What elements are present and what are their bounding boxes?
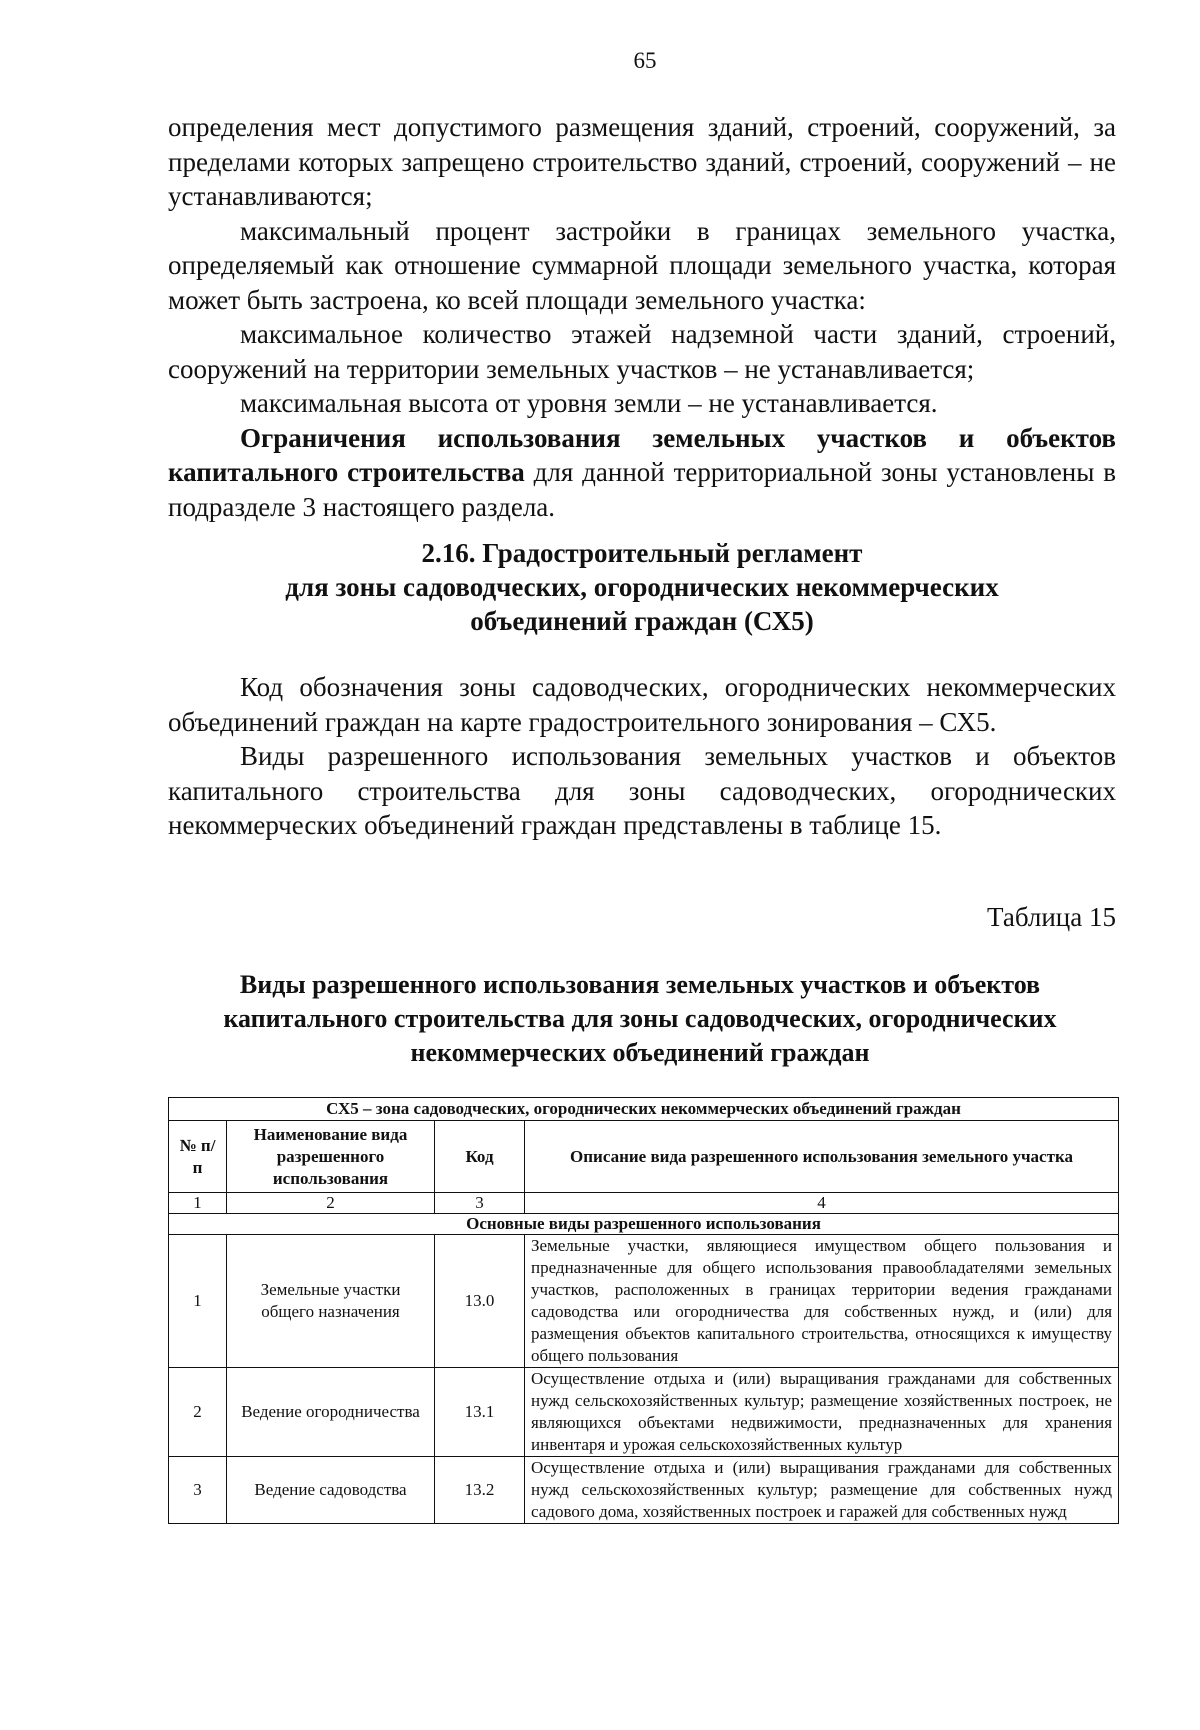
paragraph-max-coverage: максимальный процент застройки в границах земельного участка, определяемый как отношение суммарной площади земельного участка, которая может быть застроена, ко всей площади земельного участка: [168, 215, 1116, 315]
column-header-row [169, 1121, 1119, 1193]
row-desc: Земельные участки, являющиеся имуществом общего пользования и предназначенные для общего использования правообладателями земельных участков, расположенных в границах территории ведения гражданами садоводства или огородничества для собственных нужд, и (или) для размещения объектов капитального строительства, относящихся к имуществу общего пользования [525, 1235, 1119, 1368]
row-code: 13.2 [435, 1457, 525, 1524]
zone-description-text [168, 670, 1116, 843]
paragraph-restrictions [168, 421, 1116, 525]
restrictions-bold-lead: Ограничения использования земельных участков и объектов капитального строительства [168, 422, 1116, 487]
row-name: Земельные участки общего назначения [227, 1235, 435, 1368]
row-name: Ведение садоводства [227, 1457, 435, 1524]
row-name: Ведение огородничества [227, 1368, 435, 1457]
zone-header-row [169, 1098, 1119, 1121]
col-number-3: 3 [435, 1193, 525, 1214]
section-heading-line-2: для зоны садоводческих, огороднических некоммерческих [285, 572, 999, 602]
table-row [169, 1235, 1119, 1368]
row-desc: Осуществление отдыха и (или) выращивания гражданами для собственных нужд сельскохозяйственных культур; размещение для собственных нужд садового дома, хозяйственных построек и гаражей для собственных нужд [525, 1457, 1119, 1524]
section-heading-line-1: 2.16. Градостроительный регламент [421, 538, 863, 568]
col-header-name: Наименование вида разрешенного использования [227, 1121, 435, 1193]
row-num: 2 [169, 1368, 227, 1457]
section-heading-line-3: объединений граждан (СХ5) [470, 606, 814, 636]
column-number-row [169, 1193, 1119, 1214]
col-header-desc: Описание вида разрешенного использования земельного участка [525, 1121, 1119, 1193]
col-header-num: № п/п [169, 1121, 227, 1193]
restrictions-rest: для данной территориальной зоны установлены в подразделе 3 настоящего раздела. [168, 457, 1116, 522]
table-row [169, 1457, 1119, 1524]
basic-uses-label: Основные виды разрешенного использования [169, 1214, 1119, 1235]
table-row [169, 1368, 1119, 1457]
row-num: 3 [169, 1457, 227, 1524]
row-code: 13.0 [435, 1235, 525, 1368]
paragraph-setbacks: определения мест допустимого размещения зданий, строений, сооружений, за пределами которых запрещено строительство зданий, строений, сооружений – не устанавливаются; [168, 112, 1116, 211]
page-number: 65 [633, 48, 657, 73]
table-title-line-3: некоммерческих объединений граждан [410, 1038, 870, 1067]
table-title-line-2: капитального строительства для зоны садоводческих, огороднических [223, 1004, 1057, 1033]
row-num: 1 [169, 1235, 227, 1368]
table-label: Таблица 15 [987, 902, 1116, 932]
paragraph-permitted-uses-intro: Виды разрешенного использования земельных участков и объектов капитального строительства для зоны садоводческих, огороднических некоммерческих объединений граждан представлены в таблице 15. [168, 741, 1116, 840]
basic-uses-row [169, 1214, 1119, 1235]
section-heading [168, 536, 1116, 638]
permitted-uses-table [168, 1097, 1119, 1524]
zoning-parameters-text [168, 110, 1116, 524]
zone-header-cell: СХ5 – зона садоводческих, огороднических некоммерческих объединений граждан [169, 1098, 1119, 1121]
table-title [150, 968, 1130, 1070]
col-header-code: Код [435, 1121, 525, 1193]
paragraph-max-floors: максимальное количество этажей надземной части зданий, строений, сооружений на территории земельных участков – не устанавливается; [168, 319, 1116, 384]
row-desc: Осуществление отдыха и (или) выращивания гражданами для собственных нужд сельскохозяйственных культур; размещение хозяйственных построек, не являющихся объектами недвижимости, предназначенных для хранения инвентаря и урожая сельскохозяйственных культур [525, 1368, 1119, 1457]
col-number-2: 2 [227, 1193, 435, 1214]
col-number-4: 4 [525, 1193, 1119, 1214]
row-code: 13.1 [435, 1368, 525, 1457]
paragraph-max-height: максимальная высота от уровня земли – не устанавливается. [240, 388, 938, 418]
paragraph-zone-code: Код обозначения зоны садоводческих, огороднических некоммерческих объединений граждан на карте градостроительного зонирования – СХ5. [168, 672, 1116, 737]
table-title-line-1: Виды разрешенного использования земельных участков и объектов [239, 970, 1041, 999]
col-number-1: 1 [169, 1193, 227, 1214]
